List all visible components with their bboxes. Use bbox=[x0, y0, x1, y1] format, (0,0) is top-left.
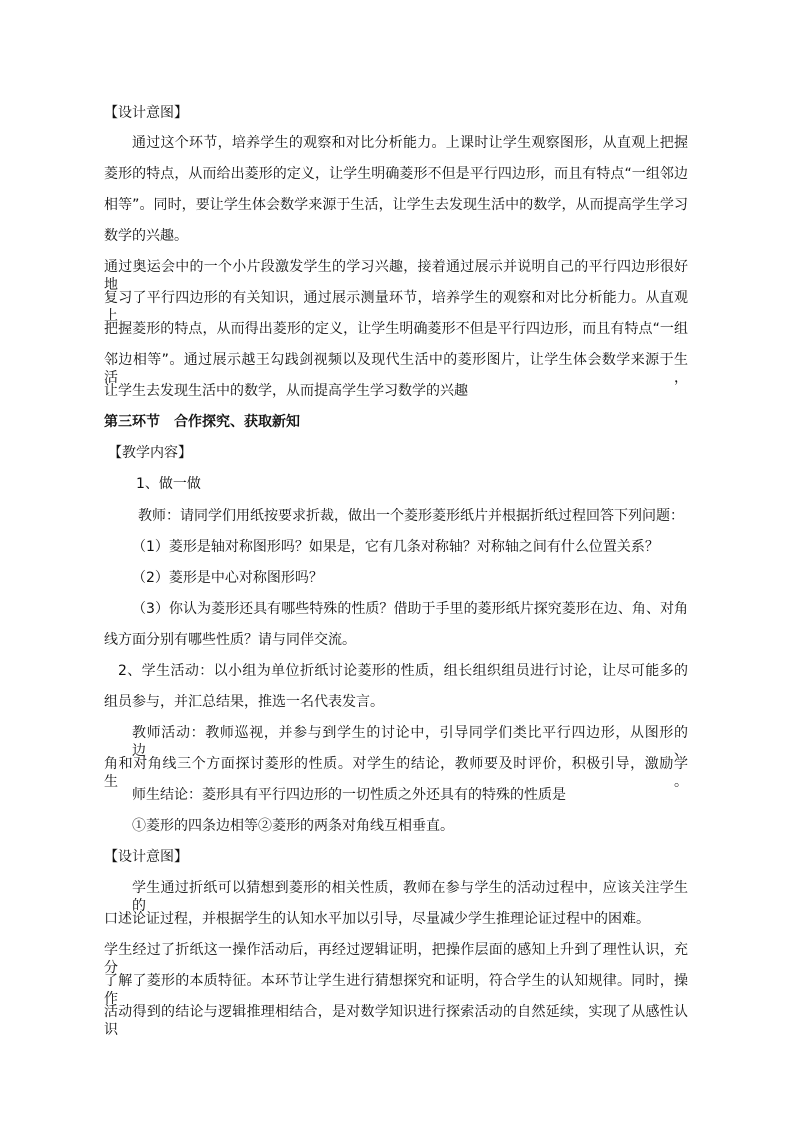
text-line: 角和对角线三个方面探讨菱形的性质。对学生的结论，教师要及时评价，积极引导，激励学生。 bbox=[104, 756, 688, 790]
text-line: 通过这个环节，培养学生的观察和对比分析能力。上课时让学生观察图形，从直观上把握 bbox=[132, 135, 688, 151]
text-line: 学生经过了折纸这一操作活动后，再经过逻辑证明，把操作层面的感知上升到了理性认识，充分 bbox=[104, 942, 688, 976]
text-line: 数学的兴趣。 bbox=[104, 228, 188, 244]
text-line: 邻边相等”。通过展示越王勾践剑视频以及现代生活中的菱形图片，让学生体会数学来源于生活， bbox=[104, 352, 688, 386]
text-line: 让学生去发现生活中的数学，从而提高学生学习数学的兴趣 bbox=[104, 383, 468, 399]
text-line: ①菱形的四条边相等②菱形的两条对角线互相垂直。 bbox=[132, 818, 454, 834]
text-line: 【设计意图】 bbox=[104, 849, 188, 865]
text-line: 组员参与，并汇总结果，推选一名代表发言。 bbox=[104, 694, 384, 710]
text-line: （3）你认为菱形还具有哪些特殊的性质？借助于手里的菱形纸片探究菱形在边、角、对角 bbox=[132, 601, 688, 617]
text-line: 师生结论：菱形具有平行四边形的一切性质之外还具有的特殊的性质是 bbox=[132, 787, 566, 803]
text-line: 1、做一做 bbox=[136, 476, 201, 492]
text-line: 教师：请同学们用纸按要求折裁，做出一个菱形菱形纸片并根据折纸过程回答下列问题： bbox=[138, 508, 684, 524]
text-line: 2、学生活动：以小组为单位折纸讨论菱形的性质，组长组织组员进行讨论，让尽可能多的 bbox=[118, 663, 688, 679]
text-line: （1）菱形是轴对称图形吗？如果是，它有几条对称轴？对称轴之间有什么位置关系？ bbox=[132, 539, 659, 555]
text-line: 【教学内容】 bbox=[108, 445, 192, 461]
text-line: 活动得到的结论与逻辑推理相结合，是对数学知识进行探索活动的自然延续，实现了从感性认识 bbox=[104, 1004, 688, 1038]
text-line: 通过奥运会中的一个小片段激发学生的学习兴趣，接着通过展示并说明自己的平行四边形很好地 bbox=[104, 259, 688, 293]
text-line: 菱形的特点，从而给出菱形的定义，让学生明确菱形不但是平行四边形，而且有特点“一组邻边 bbox=[104, 166, 688, 182]
text-line: 口述论证过程，并根据学生的认知水平加以引导，尽量减少学生推理论证过程中的困难。 bbox=[104, 911, 650, 927]
text-line: 相等”。同时，要让学生体会数学来源于生活，让学生去发现生活中的数学，从而提高学生学习 bbox=[104, 197, 688, 213]
text-line: 【设计意图】 bbox=[104, 105, 188, 121]
text-line: 复习了平行四边形的有关知识，通过展示测量环节，培养学生的观察和对比分析能力。从直观上 bbox=[104, 290, 688, 324]
text-line: 把握菱形的特点，从而得出菱形的定义，让学生明确菱形不但是平行四边形，而且有特点“一组 bbox=[104, 321, 688, 337]
text-line: 了解了菱形的本质特征。本环节让学生进行猜想探究和证明，符合学生的认知规律。同时，操作 bbox=[104, 973, 688, 1007]
text-line: 线方面分别有哪些性质？请与同伴交流。 bbox=[104, 632, 356, 648]
text-line: （2）菱形是中心对称图形吗？ bbox=[132, 570, 323, 586]
text-line: 教师活动：教师巡视，并参与到学生的讨论中，引导同学们类比平行四边形，从图形的边、 bbox=[132, 725, 688, 759]
text-line: 学生通过折纸可以猜想到菱形的相关性质，教师在参与学生的活动过程中，应该关注学生的 bbox=[132, 880, 688, 914]
text-line: 第三环节 合作探究、获取新知 bbox=[104, 414, 300, 430]
